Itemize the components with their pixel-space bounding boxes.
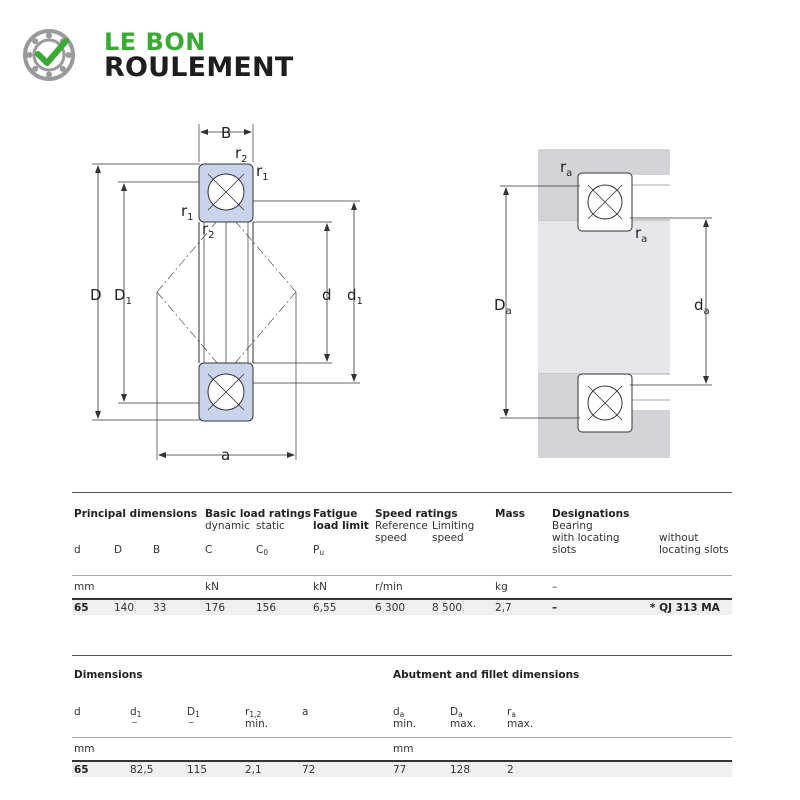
sym2-d1: $d_1$ bbox=[130, 706, 142, 719]
note-Da: max. bbox=[450, 718, 477, 730]
cell-d: 65 bbox=[74, 602, 89, 614]
sym-Pu: $P_u$ bbox=[313, 544, 325, 557]
cell-designation[interactable]: * QJ 313 MA bbox=[650, 602, 720, 614]
h-mass: Mass bbox=[495, 508, 526, 520]
sym-C: C bbox=[205, 544, 213, 556]
label-D: D bbox=[90, 286, 102, 304]
h-static: static bbox=[256, 520, 285, 532]
h-reference-1: Reference bbox=[375, 520, 428, 532]
brand-line-2: ROULEMENT bbox=[104, 52, 294, 83]
label-r2-mid: $r_2$ bbox=[202, 220, 215, 241]
cell2-ra: 2 bbox=[507, 764, 514, 776]
unit-kn-fatigue: kN bbox=[313, 581, 327, 593]
unit2-mm-abutment: mm bbox=[393, 743, 414, 755]
table2-top-rule bbox=[72, 655, 732, 656]
h-without-slots-2: locating slots bbox=[659, 544, 729, 556]
cell-C: 176 bbox=[205, 602, 226, 614]
cell-with-slots: – bbox=[552, 602, 558, 614]
cell-mass: 2,7 bbox=[495, 602, 512, 614]
h-dynamic: dynamic bbox=[205, 520, 250, 532]
label-ra-top: $r_a$ bbox=[560, 158, 573, 179]
cell-C0: 156 bbox=[256, 602, 277, 614]
h-abutment-fillet: Abutment and fillet dimensions bbox=[393, 669, 580, 681]
unit-speed: r/min bbox=[375, 581, 403, 593]
sym2-a: a bbox=[302, 706, 309, 718]
h-limiting-1: Limiting bbox=[432, 520, 475, 532]
h-limiting-2: speed bbox=[432, 532, 464, 544]
h-dimensions: Dimensions bbox=[74, 669, 143, 681]
h-fatigue-2: load limit bbox=[313, 520, 369, 532]
cell2-Da: 128 bbox=[450, 764, 471, 776]
h-with-slots-1: with locating bbox=[552, 532, 620, 544]
h-reference-2: speed bbox=[375, 532, 407, 544]
label-B: B bbox=[221, 124, 232, 142]
unit2-mm-dimensions: mm bbox=[74, 743, 95, 755]
cell-B: 33 bbox=[153, 602, 167, 614]
note-da: min. bbox=[393, 718, 417, 730]
label-r1-top: $r_1$ bbox=[256, 162, 269, 183]
sym2-Da: $D_a$ bbox=[450, 706, 463, 719]
unit-kn-load: kN bbox=[205, 581, 219, 593]
cell-D: 140 bbox=[114, 602, 135, 614]
table1-unit-rule bbox=[72, 575, 732, 576]
note-D1: ~ bbox=[188, 718, 195, 727]
label-da: $d_a$ bbox=[694, 296, 710, 317]
cell2-r12: 2,1 bbox=[245, 764, 262, 776]
note-ra: max. bbox=[507, 718, 534, 730]
sym2-D1: $D_1$ bbox=[187, 706, 200, 719]
note-d1: ~ bbox=[131, 718, 138, 727]
sym2-r12: $r_{1,2}$ bbox=[245, 706, 262, 719]
label-d: d bbox=[322, 286, 332, 304]
sym-B: B bbox=[153, 544, 161, 556]
h-fatigue-1: Fatigue bbox=[313, 508, 358, 520]
h-bearing: Bearing bbox=[552, 520, 593, 532]
sym2-da: $d_a$ bbox=[393, 706, 405, 719]
cell-Pu: 6,55 bbox=[313, 602, 337, 614]
cell-reference-speed: 6 300 bbox=[375, 602, 406, 614]
unit-mm: mm bbox=[74, 581, 95, 593]
cell2-a: 72 bbox=[302, 764, 316, 776]
label-r1-mid: $r_1$ bbox=[181, 202, 194, 223]
h-basic-load-ratings: Basic load ratings bbox=[205, 508, 312, 520]
label-a: a bbox=[221, 446, 231, 464]
h-speed-ratings: Speed ratings bbox=[375, 508, 458, 520]
note-r12: min. bbox=[245, 718, 269, 730]
h-with-slots-2: slots bbox=[552, 544, 577, 556]
h-designations: Designations bbox=[552, 508, 630, 520]
cell2-d1: 82,5 bbox=[130, 764, 154, 776]
cell2-D1: 115 bbox=[187, 764, 208, 776]
cell2-d: 65 bbox=[74, 764, 89, 776]
sym-C0: $C_0$ bbox=[256, 544, 269, 557]
cell2-da: 77 bbox=[393, 764, 407, 776]
h-principal-dimensions: Principal dimensions bbox=[74, 508, 198, 520]
label-r2-top: $r_2$ bbox=[235, 144, 248, 165]
label-Da: $D_a$ bbox=[494, 296, 512, 317]
sym-D: D bbox=[114, 544, 123, 556]
unit-designation: – bbox=[552, 581, 558, 593]
table2-unit-rule bbox=[72, 737, 732, 738]
unit-kg: kg bbox=[495, 581, 508, 593]
brand-line-1: LE BON bbox=[104, 28, 206, 56]
sym2-ra: $r_a$ bbox=[507, 706, 516, 719]
label-d1: $d_1$ bbox=[347, 286, 363, 307]
h-without-slots-1: without bbox=[659, 532, 699, 544]
label-ra-mid: $r_a$ bbox=[635, 224, 648, 245]
sym2-d: d bbox=[74, 706, 81, 718]
label-D1: $D_1$ bbox=[114, 286, 132, 307]
sym-d: d bbox=[74, 544, 81, 556]
cell-limiting-speed: 8 500 bbox=[432, 602, 463, 614]
